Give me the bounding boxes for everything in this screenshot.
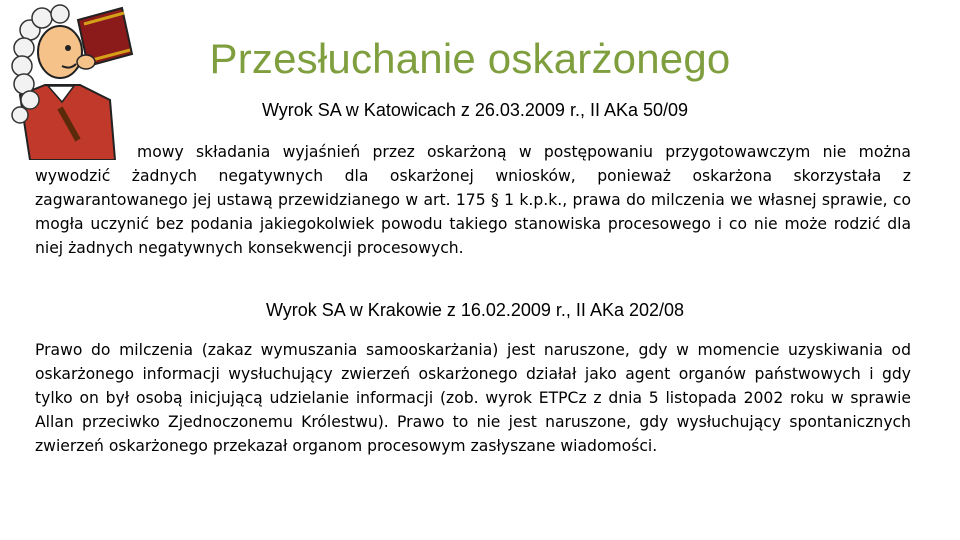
slide-title: Przesłuchanie oskarżonego: [209, 35, 731, 82]
section1-heading: Wyrok SA w Katowicach z 26.03.2009 r., II AKa 50/09: [261, 100, 689, 120]
section2-heading: Wyrok SA w Krakowie z 16.02.2009 r., II AKa 202/08: [265, 300, 685, 320]
judge-face: [38, 26, 82, 78]
judge-with-book-icon: [0, 0, 140, 160]
section1-text: mowy składania wyjaśnień przez oskarżoną w postępowaniu przygotowawczym nie można wywodzić żadnych negatywnych dla oskarżonej wniosków, ponieważ oskarżona skorzystała z zagwarantowanego jej ustawą przewidzianego w art. 175 § 1 k.p.k., prawa do milczenia we własnej sprawie, co mogła uczynić bez podania jakiegokolwiek powodu takiego stanowiska procesowego i co nie może rodzić dla niej żadnych negatywnych konsekwencji procesowych.: [35, 143, 911, 258]
section2-text: Prawo do milczenia (zakaz wymuszania samooskarżania) jest naruszone, gdy w momencie uzyskiwania od oskarżonego informacji wysłuchujący zwierzeń oskarżonego działał jako agent organów państwowych i gdy tylko on był osobą inicjującą udzielanie informacji (zob. wyrok ETPCz z dnia 5 listopada 2002 roku w sprawie Allan przeciwko Zjednoczonemu Królestwu). Prawo to nie jest naruszone, gdy wysłuchujący spontanicznych zwierzeń oskarżonego przekazał organom procesowym zasłyszane wiadomości.: [35, 341, 911, 456]
